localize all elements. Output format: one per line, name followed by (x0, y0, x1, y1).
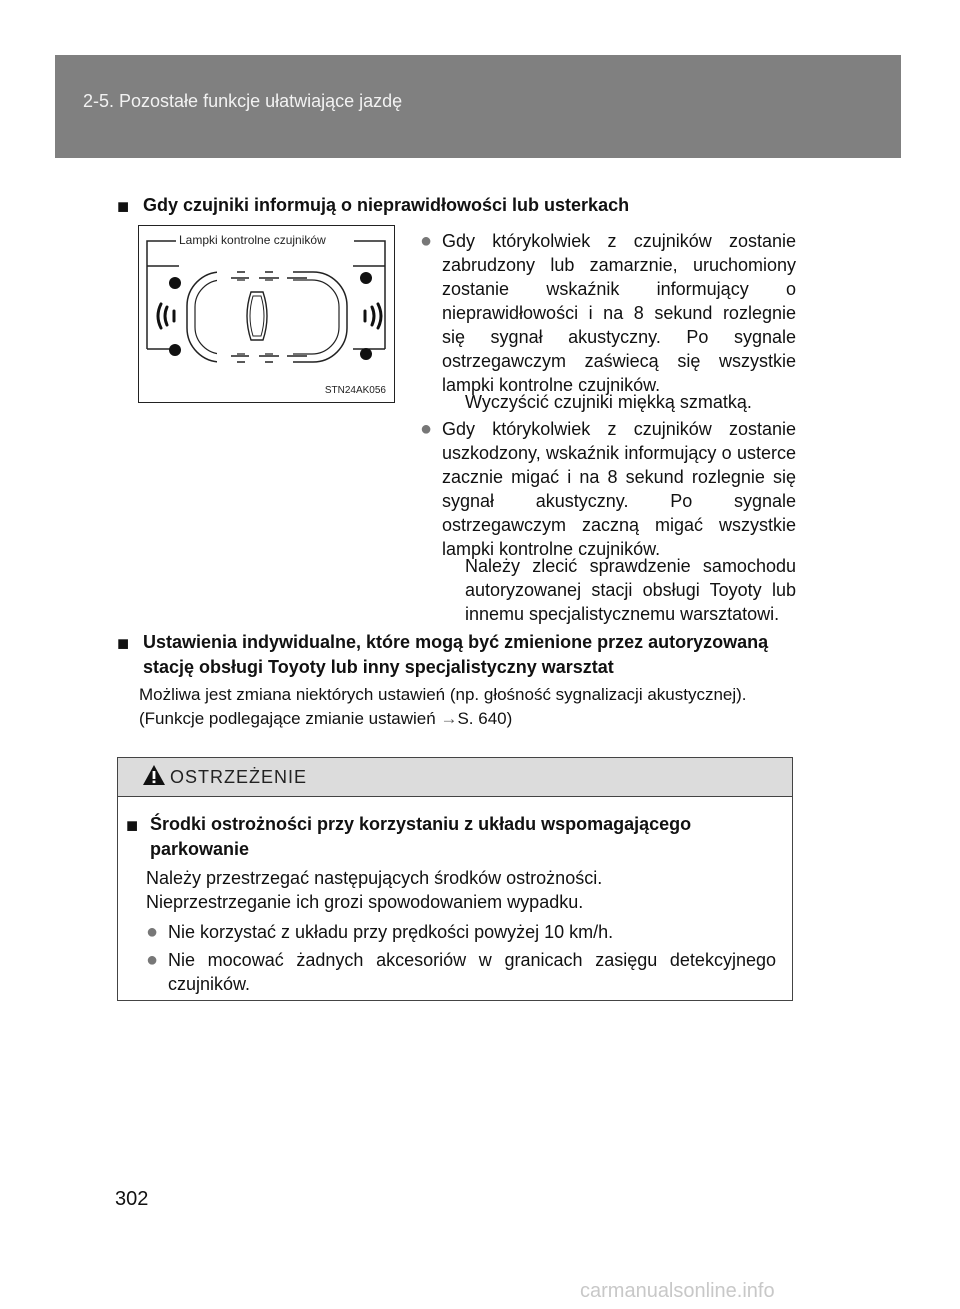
list-item (146, 920, 776, 944)
section-heading-settings (117, 630, 807, 680)
settings-reference-line (139, 707, 809, 731)
warning-header (118, 758, 792, 797)
note-text: Wyczyścić czujniki miękką szmatką. (465, 392, 752, 412)
chapter-header (55, 55, 901, 158)
page-number: 302 (115, 1188, 149, 1210)
warning-heading (126, 812, 776, 862)
settings-body-line: (Funkcje podlegające zmianie ustawień (139, 709, 441, 728)
list-item (146, 948, 776, 996)
bullet-dot-icon: ● (146, 921, 159, 943)
settings-body (139, 683, 809, 731)
list-item (420, 417, 796, 561)
bullet-text: Nie korzystać z układu przy prędkości powyżej 10 km/h. (168, 922, 614, 942)
list-item (420, 229, 796, 397)
note-text: Należy zlecić sprawdzenie samochodu autoryzowanej stacji obsługi Toyoty lub innemu specjalistycznemu warsztatowi. (465, 556, 796, 624)
section-heading-text: Gdy czujniki informują o nieprawidłowości lub usterkach (143, 195, 630, 215)
settings-body-line: Możliwa jest zmiana niektórych ustawień (np. głośność sygnalizacji akustycznej). (139, 685, 747, 704)
figure-label: Lampki kontrolne czujników (176, 233, 329, 247)
section-heading-malfunction (117, 193, 807, 218)
bullet-note (465, 554, 796, 626)
section-heading-text: Ustawienia indywidualne, które mogą być zmienione przez autoryzowaną stację obsługi Toyoty lub inny specjalistyczny warsztat (143, 632, 769, 677)
bullet-dot-icon: ● (420, 230, 433, 252)
bullet-dot-icon: ● (420, 418, 433, 440)
bullet-text: Gdy którykolwiek z czujników zostanie zabrudzony lub zamarznie, uruchomiony zostanie wskaźnik informujący o nieprawidłowości i na 8 sekund rozlegnie się sygnał akustyczny. Po sygnale ostrzegawczym zaświecą się wszystkie lampki kontrolne czujników. (442, 231, 796, 395)
warning-box (117, 757, 793, 1001)
bullet-text: Nie mocować żadnych akcesoriów w granicach zasięgu detekcyjnego czujników. (168, 950, 776, 994)
warning-body (146, 866, 766, 914)
warning-body-line: Nieprzestrzeganie ich grozi spowodowaniem wypadku. (146, 892, 584, 912)
bullet-dot-icon: ● (146, 949, 159, 971)
square-bullet-icon: ■ (117, 196, 130, 218)
warning-label: OSTRZEŻENIE (170, 767, 308, 787)
car-sensor-diagram (139, 226, 394, 402)
warning-body-line: Należy przestrzegać następujących środków ostrożności. (146, 868, 603, 888)
chapter-title: 2-5. Pozostałe funkcje ułatwiające jazdę (83, 91, 403, 111)
square-bullet-icon: ■ (126, 815, 139, 837)
square-bullet-icon: ■ (117, 633, 130, 655)
figure-code: STN24AK056 (324, 385, 386, 396)
page-reference-link[interactable]: S. 640) (457, 709, 513, 728)
bullet-text: Gdy którykolwiek z czujników zostanie uszkodzony, wskaźnik informujący o usterce zacznie migać i na 8 sekund rozlegnie się sygnał akustyczny. Po sygnale ostrzegawczym zaczną migać wszystkie lampki kontrolne czujników. (442, 419, 796, 559)
arrow-right-icon: → (440, 709, 458, 728)
bullet-note (465, 390, 795, 414)
watermark: carmanualsonline.info (580, 1280, 775, 1302)
sensor-indicator-figure (138, 225, 395, 403)
warning-heading-text: Środki ostrożności przy korzystaniu z układu wspomagającego parkowanie (150, 814, 692, 859)
warning-triangle-icon (142, 764, 166, 786)
